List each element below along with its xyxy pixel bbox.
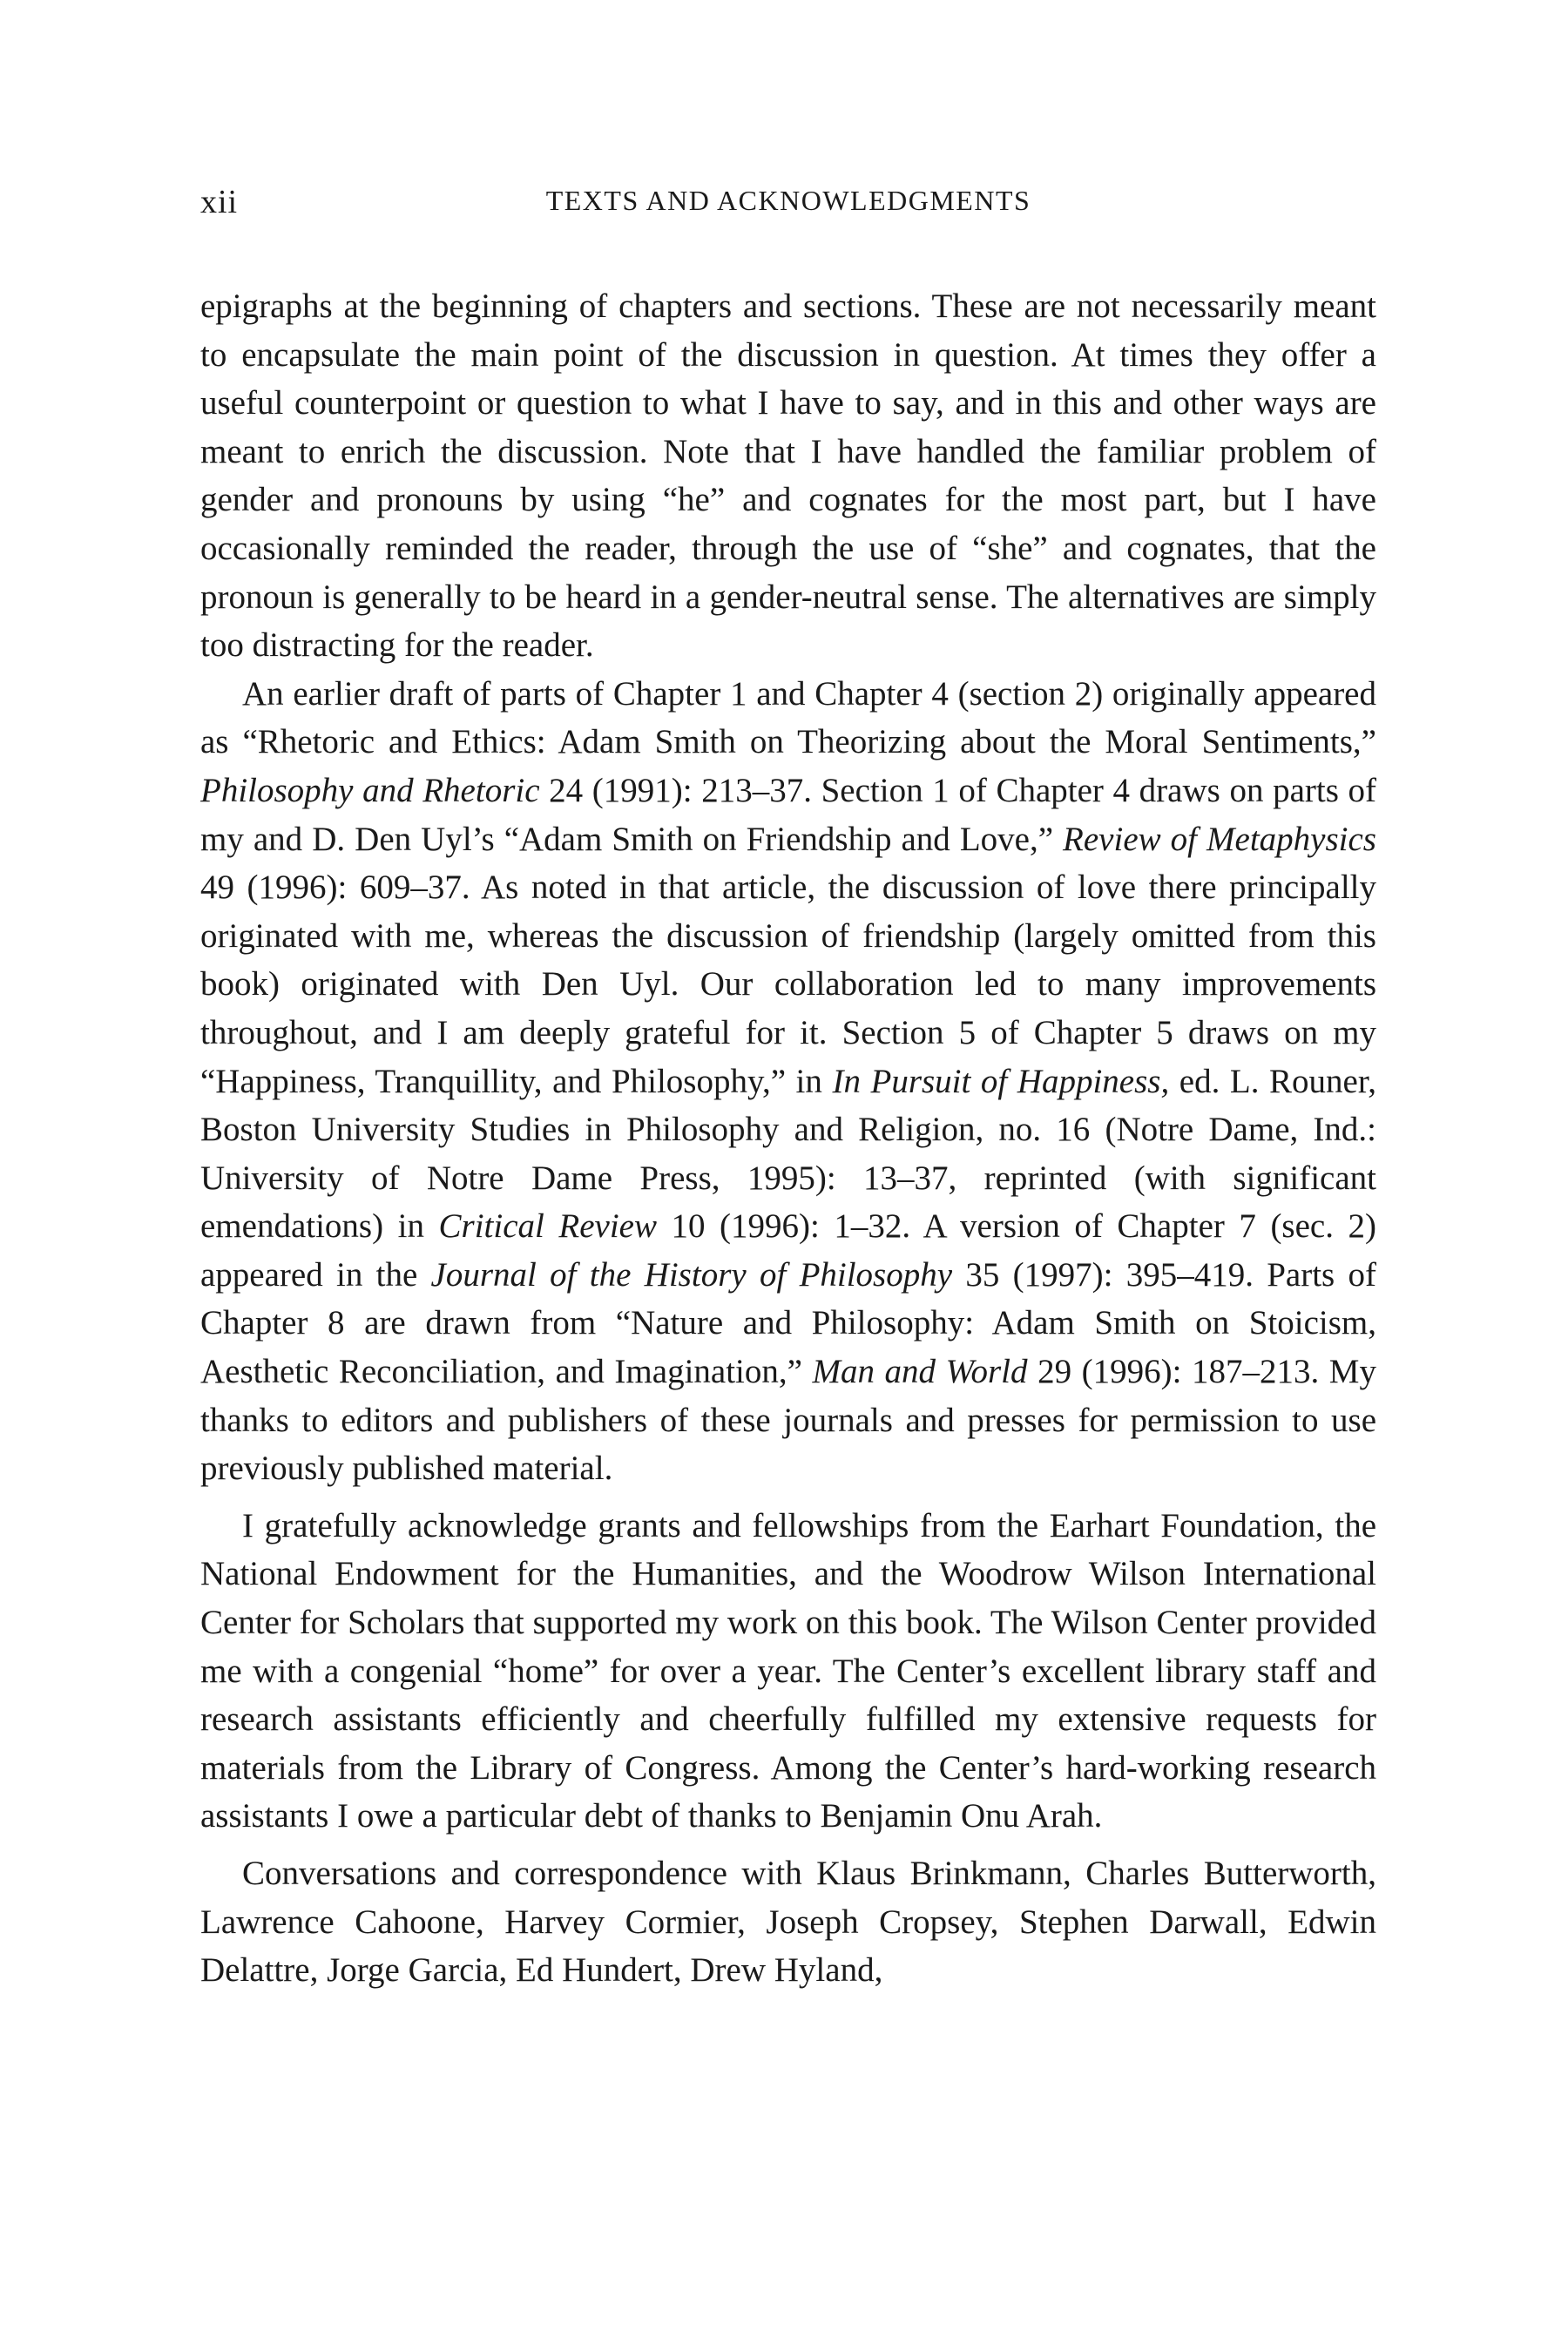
paragraph-epigraphs <box>200 282 1376 670</box>
running-head-title: TEXTS AND ACKNOWLEDGMENTS <box>545 185 1031 216</box>
paragraph-text: 29 (1996): 187–213. My thanks to editors and publishers of these journals and presses for permission to use previously published material. <box>200 1353 1376 1488</box>
journal-title: Critical Review <box>438 1207 657 1246</box>
paragraph-text: epigraphs at the beginning of chapters and sections. These are not necessarily meant to encapsulate the main point of the discussion in question. At times they offer a useful counterpoint or question to what I have to say, and in this and other ways are meant to enrich the discussion. Note that I have handled the familiar problem of gender and pronouns by using “he” and cognates for the most part, but I have occasionally reminded the reader, through the use of “she” and cognates, that the pronoun is generally to be heard in a gender-neutral sense. The alternatives are simply too distracting for the reader. <box>200 287 1376 665</box>
book-title: In Pursuit of Happiness, <box>832 1062 1170 1100</box>
paragraph-text: 35 (1997): 395–419. Parts of Chapter 8 are drawn from “Nature and Philosophy: Adam Smith on Stoicism, Aesthetic Reconciliation, and Imagination,” <box>200 1255 1376 1391</box>
journal-title: Man and World <box>812 1353 1028 1391</box>
paragraph-prior-publications <box>200 670 1376 1493</box>
paragraph-text: I gratefully acknowledge grants and fellowships from the Earhart Foundation, the National Endowment for the Humanities, and the Woodrow Wilson International Center for Scholars that supported my work on this book. The Wilson Center provided me with a congenial “home” for over a year. The Center’s excellent library staff and research assistants efficiently and cheerfully fulfilled my extensive requests for materials from the Library of Congress. Among the Center’s hard-working research assistants I owe a particular debt of thanks to Benjamin Onu Arah. <box>200 1506 1376 1835</box>
paragraph-text: 10 (1996): 1–32. A version of Chapter 7 (sec. 2) appeared in the <box>200 1207 1376 1294</box>
paragraph-text: 49 (1996): 609–37. As noted in that article, the discussion of love there principally originated with me, whereas the discussion of friendship (largely omitted from this book) originated with Den Uyl. Our collaboration led to many improvements throughout, and I am deeply grateful for it. Section 5 of Chapter 5 draws on my “Happiness, Tranquillity, and Philosophy,” in <box>200 868 1376 1100</box>
journal-title: Philosophy and Rhetoric <box>200 771 540 809</box>
paragraph-grants <box>200 1502 1376 1841</box>
journal-title: Review of Metaphysics <box>1063 820 1376 858</box>
paragraph-text: An earlier draft of parts of Chapter 1 and Chapter 4 (section 2) originally appeared as “Rhetoric and Ethics: Adam Smith on Theorizing about the Moral Sentiments,” <box>200 674 1376 761</box>
book-page <box>200 183 1376 1995</box>
journal-title: Journal of the History of Philosophy <box>430 1255 953 1294</box>
paragraph-text: 24 (1991): 213–37. Section 1 of Chapter 4 draws on parts of my and D. Den Uyl’s “Adam Smith on Friendship and Love,” <box>200 771 1376 858</box>
paragraph-text: ed. L. Rouner, Boston University Studies in Philosophy and Religion, no. 16 (Notre Dame, Ind.: University of Notre Dame Press, 1995): 13–37, reprinted (with significant emendations) in <box>200 1062 1376 1246</box>
page-number: xii <box>200 184 239 220</box>
running-head <box>200 183 1376 228</box>
paragraph-conversations <box>200 1849 1376 1995</box>
paragraph-text: Conversations and correspondence with Klaus Brinkmann, Charles Butterworth, Lawrence Cahoone, Harvey Cormier, Joseph Cropsey, Stephen Darwall, Edwin Delattre, Jorge Garcia, Ed Hundert, Drew Hyland, <box>200 1855 1376 1990</box>
body-text <box>200 282 1376 1995</box>
